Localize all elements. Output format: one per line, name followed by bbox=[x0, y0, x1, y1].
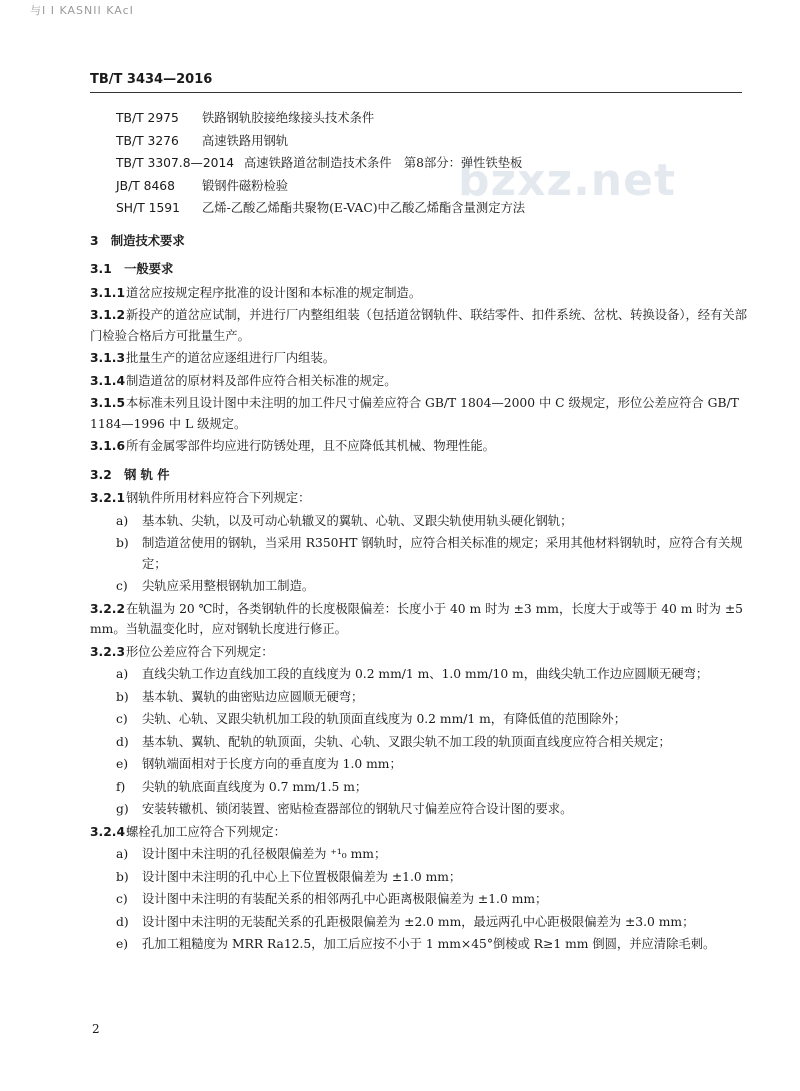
section-heading: 3 制造技术要求 bbox=[90, 233, 185, 248]
clause: 3.1.4制造道岔的原材料及部件应符合相关标准的规定。 bbox=[90, 373, 397, 388]
clause: 3.2.2在轨温为 20 ℃时，各类钢轨件的长度极限偏差：长度小于 40 m 时为 ±3 mm，长度大于或等于 40 m 时为 ±5 mm。当轨温变化时，应对钢轨长度进行修正。 bbox=[90, 601, 743, 636]
clause: 3.1.3批量生产的道岔应逐组进行厂内组装。 bbox=[90, 351, 336, 365]
list-item: c) 尖轨、心轨、叉跟尖轨机加工段的轨顶面直线度为 0.2 mm/1 m，有降低值的范围除外； bbox=[116, 712, 627, 726]
clause: 3.2.1钢轨件所用材料应符合下列规定： bbox=[90, 491, 311, 505]
clause: 3.1.1道岔应按规定程序批准的设计图和本标准的规定制造。 bbox=[90, 285, 422, 300]
list-item: a) 设计图中未注明的孔径极限偏差为 ⁺¹₀ mm； bbox=[116, 847, 387, 861]
list-item: b) 制造道岔使用的钢轨，当采用 R350HT 钢轨时，应符合相关标准的规定；采用其他材料钢轨时，应符合有关规定； bbox=[116, 536, 743, 571]
clause: 3.1.6所有金属零部件均应进行防锈处理，且不应降低其机械、物理性能。 bbox=[90, 439, 495, 453]
standard-header: TB/T 3434—2016 bbox=[90, 72, 213, 87]
list-item: c) 尖轨应采用整根钢轨加工制造。 bbox=[116, 579, 315, 593]
page-number: 2 bbox=[92, 1022, 100, 1036]
list-item: g) 安装转辙机、锁闭装置、密贴检查器部位的钢轨尺寸偏差应符合设计图的要求。 bbox=[116, 802, 573, 816]
list-item: a) 直线尖轨工作边直线加工段的直线度为 0.2 mm/1 m、1.0 mm/10 m，曲线尖轨工作边应圆顺无硬弯； bbox=[116, 667, 709, 681]
list-item: e) 钢轨端面相对于长度方向的垂直度为 1.0 mm； bbox=[116, 757, 402, 771]
clause: 3.2.4螺栓孔加工应符合下列规定： bbox=[90, 824, 286, 839]
top-mark: 与I I KASNII KAcI bbox=[30, 4, 134, 17]
header-rule bbox=[90, 92, 742, 93]
subsection-heading: 3.1 一般要求 bbox=[90, 262, 174, 276]
subsection-heading: 3.2 钢 轨 件 bbox=[90, 467, 170, 482]
reference-item: JB/T 8468 锻钢件磁粉检验 bbox=[116, 178, 289, 193]
clause: 3.2.3形位公差应符合下列规定： bbox=[90, 644, 274, 659]
list-item: b) 设计图中未注明的孔中心上下位置极限偏差为 ±1.0 mm； bbox=[116, 869, 462, 884]
clause: 3.1.2新投产的道岔应试制，并进行厂内整组组装（包括道岔钢轨件、联结零件、扣件系统、岔枕、转换设备），经有关部门检验合格后方可批量生产。 bbox=[90, 308, 747, 343]
reference-item: TB/T 3276 高速铁路用钢轨 bbox=[116, 133, 289, 148]
watermark: bzxz.net bbox=[458, 155, 677, 206]
reference-item: TB/T 3307.8—2014 高速铁路道岔制造技术条件 第8部分：弹性铁垫板 bbox=[116, 156, 523, 170]
list-item: d) 设计图中未注明的无装配关系的孔距极限偏差为 ±2.0 mm，最远两孔中心距极限偏差为 ±3.0 mm； bbox=[116, 914, 695, 929]
list-item: f) 尖轨的轨底面直线度为 0.7 mm/1.5 m； bbox=[116, 779, 368, 794]
document-body bbox=[90, 108, 750, 957]
list-item: d) 基本轨、翼轨、配轨的轨顶面，尖轨、心轨、叉跟尖轨不加工段的轨顶面直线度应符合相关规定； bbox=[116, 734, 671, 749]
list-item: c) 设计图中未注明的有装配关系的相邻两孔中心距离极限偏差为 ±1.0 mm； bbox=[116, 892, 548, 906]
list-item: a) 基本轨、尖轨，以及可动心轨辙叉的翼轨、心轨、叉跟尖轨使用轨头硬化钢轨； bbox=[116, 513, 573, 528]
list-item: b) 基本轨、翼轨的曲密贴边应圆顺无硬弯； bbox=[116, 689, 364, 704]
reference-item: SH/T 1591 乙烯-乙酸乙烯酯共聚物(E-VAC)中乙酸乙烯酯含量测定方法 bbox=[116, 201, 526, 215]
clause: 3.1.5本标准未列且设计图中未注明的加工件尺寸偏差应符合 GB/T 1804—2000 中 C 级规定，形位公差应符合 GB/T 1184—1996 中 L 级规定。 bbox=[90, 396, 739, 431]
reference-item: TB/T 2975 铁路钢轨胶接绝缘接头技术条件 bbox=[116, 111, 375, 125]
list-item: e) 孔加工粗糙度为 MRR Ra12.5，加工后应按不小于 1 mm×45°倒棱或 R≥1 mm 倒圆，并应清除毛刺。 bbox=[116, 937, 716, 951]
